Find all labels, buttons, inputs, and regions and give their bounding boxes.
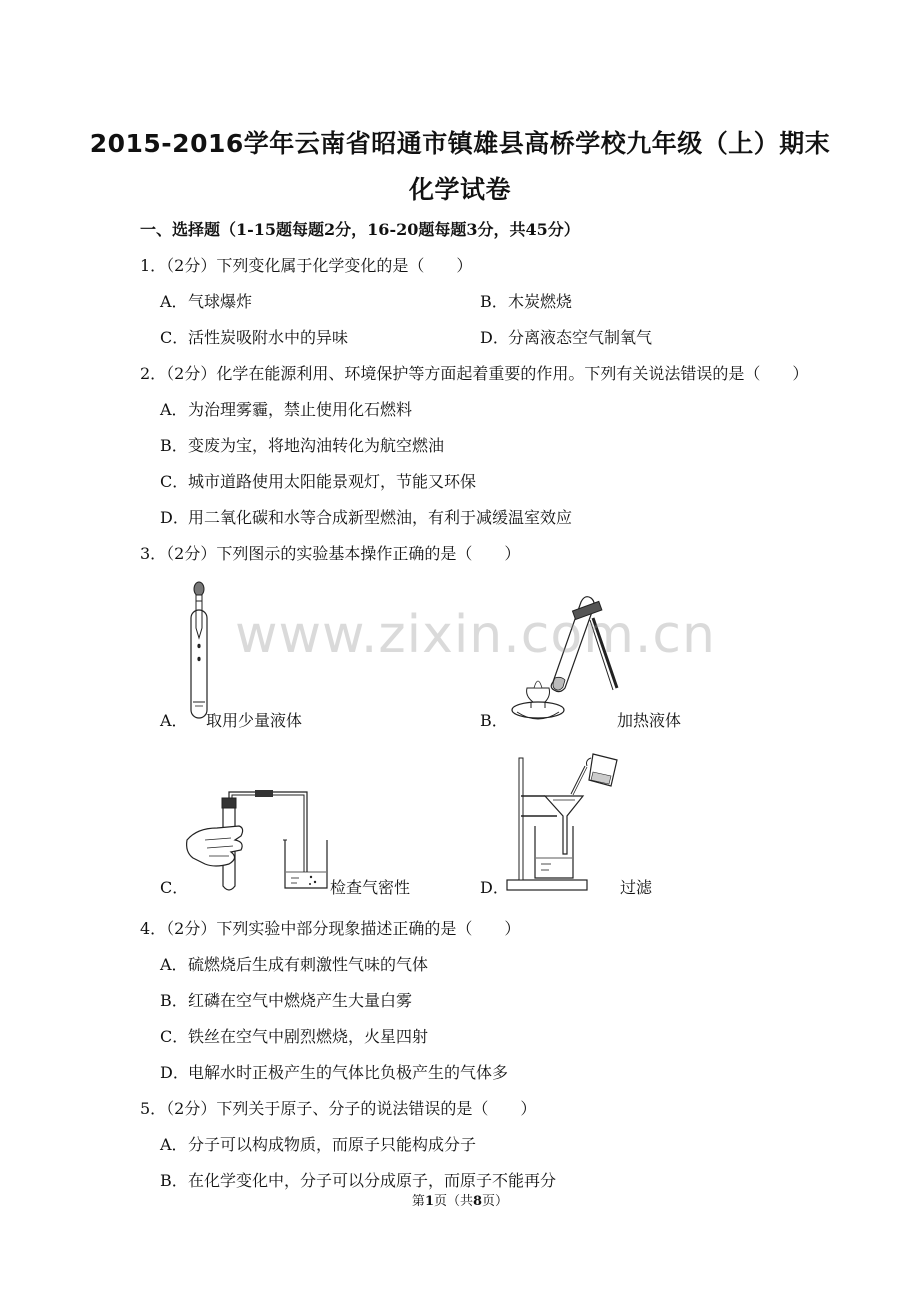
- question-3-option-d-text: 过滤: [620, 878, 653, 897]
- question-4-stem: 4．（2分）下列实验中部分现象描述正确的是（ ）: [140, 919, 521, 938]
- question-3-option-d-letter: D．: [480, 878, 509, 897]
- question-5-option-a: A．分子可以构成物质，而原子只能构成分子: [160, 1135, 477, 1154]
- question-4-option-b: B．红磷在空气中燃烧产生大量白雾: [160, 991, 413, 1010]
- dropper-test-tube-icon: [185, 580, 215, 725]
- question-1-option-b: B．木炭燃烧: [480, 292, 573, 311]
- question-3-option-b-letter: B．: [480, 711, 508, 730]
- page-footer: 第1页（共8页）: [411, 1194, 509, 1209]
- question-2-option-c: C．城市道路使用太阳能景观灯，节能又环保: [160, 472, 477, 491]
- question-3-option-a: A． 取用少量液体: [160, 711, 303, 730]
- question-4-option-a: A．硫燃烧后生成有刺激性气味的气体: [160, 955, 429, 974]
- question-1-option-c: C．活性炭吸附水中的异味: [160, 328, 349, 347]
- watermark: www.zixin.com.cn: [235, 605, 716, 665]
- question-3-option-c-letter: C．: [160, 878, 189, 897]
- exam-title-line2: 化学试卷: [408, 175, 511, 204]
- question-5-stem: 5．（2分）下列关于原子、分子的说法错误的是（ ）: [140, 1099, 537, 1118]
- question-1-option-a: A．气球爆炸: [160, 292, 253, 311]
- question-2-option-d: D．用二氧化碳和水等合成新型燃油，有利于减缓温室效应: [160, 508, 573, 527]
- question-3-option-b-text: 加热液体: [617, 711, 682, 730]
- exam-title-line1: 2015-2016学年云南省昭通市镇雄县高桥学校九年级（上）期末: [89, 129, 831, 158]
- question-2-option-a: A．为治理雾霾，禁止使用化石燃料: [160, 400, 413, 419]
- question-1-option-d: D．分离液态空气制氧气: [480, 328, 653, 347]
- question-3-stem: 3．（2分）下列图示的实验基本操作正确的是（ ）: [140, 544, 521, 563]
- question-2-stem: 2．（2分）化学在能源利用、环境保护等方面起着重要的作用。下列有关说法错误的是（ ）: [140, 364, 809, 383]
- question-2-option-b: B．变废为宝，将地沟油转化为航空燃油: [160, 436, 445, 455]
- question-3-option-c-text: 检查气密性: [330, 878, 411, 897]
- question-5-option-b: B．在化学变化中，分子可以分成原子，而原子不能再分: [160, 1171, 557, 1190]
- question-4-option-c: C．铁丝在空气中剧烈燃烧，火星四射: [160, 1027, 429, 1046]
- airtightness-check-icon: [185, 788, 330, 896]
- section-heading: 一、选择题（1-15题每题2分，16-20题每题3分，共45分）: [140, 220, 580, 239]
- filtration-setup-icon: [505, 750, 625, 895]
- question-4-option-d: D．电解水时正极产生的气体比负极产生的气体多: [160, 1063, 509, 1082]
- question-1-stem: 1．（2分）下列变化属于化学变化的是（ ）: [140, 256, 473, 275]
